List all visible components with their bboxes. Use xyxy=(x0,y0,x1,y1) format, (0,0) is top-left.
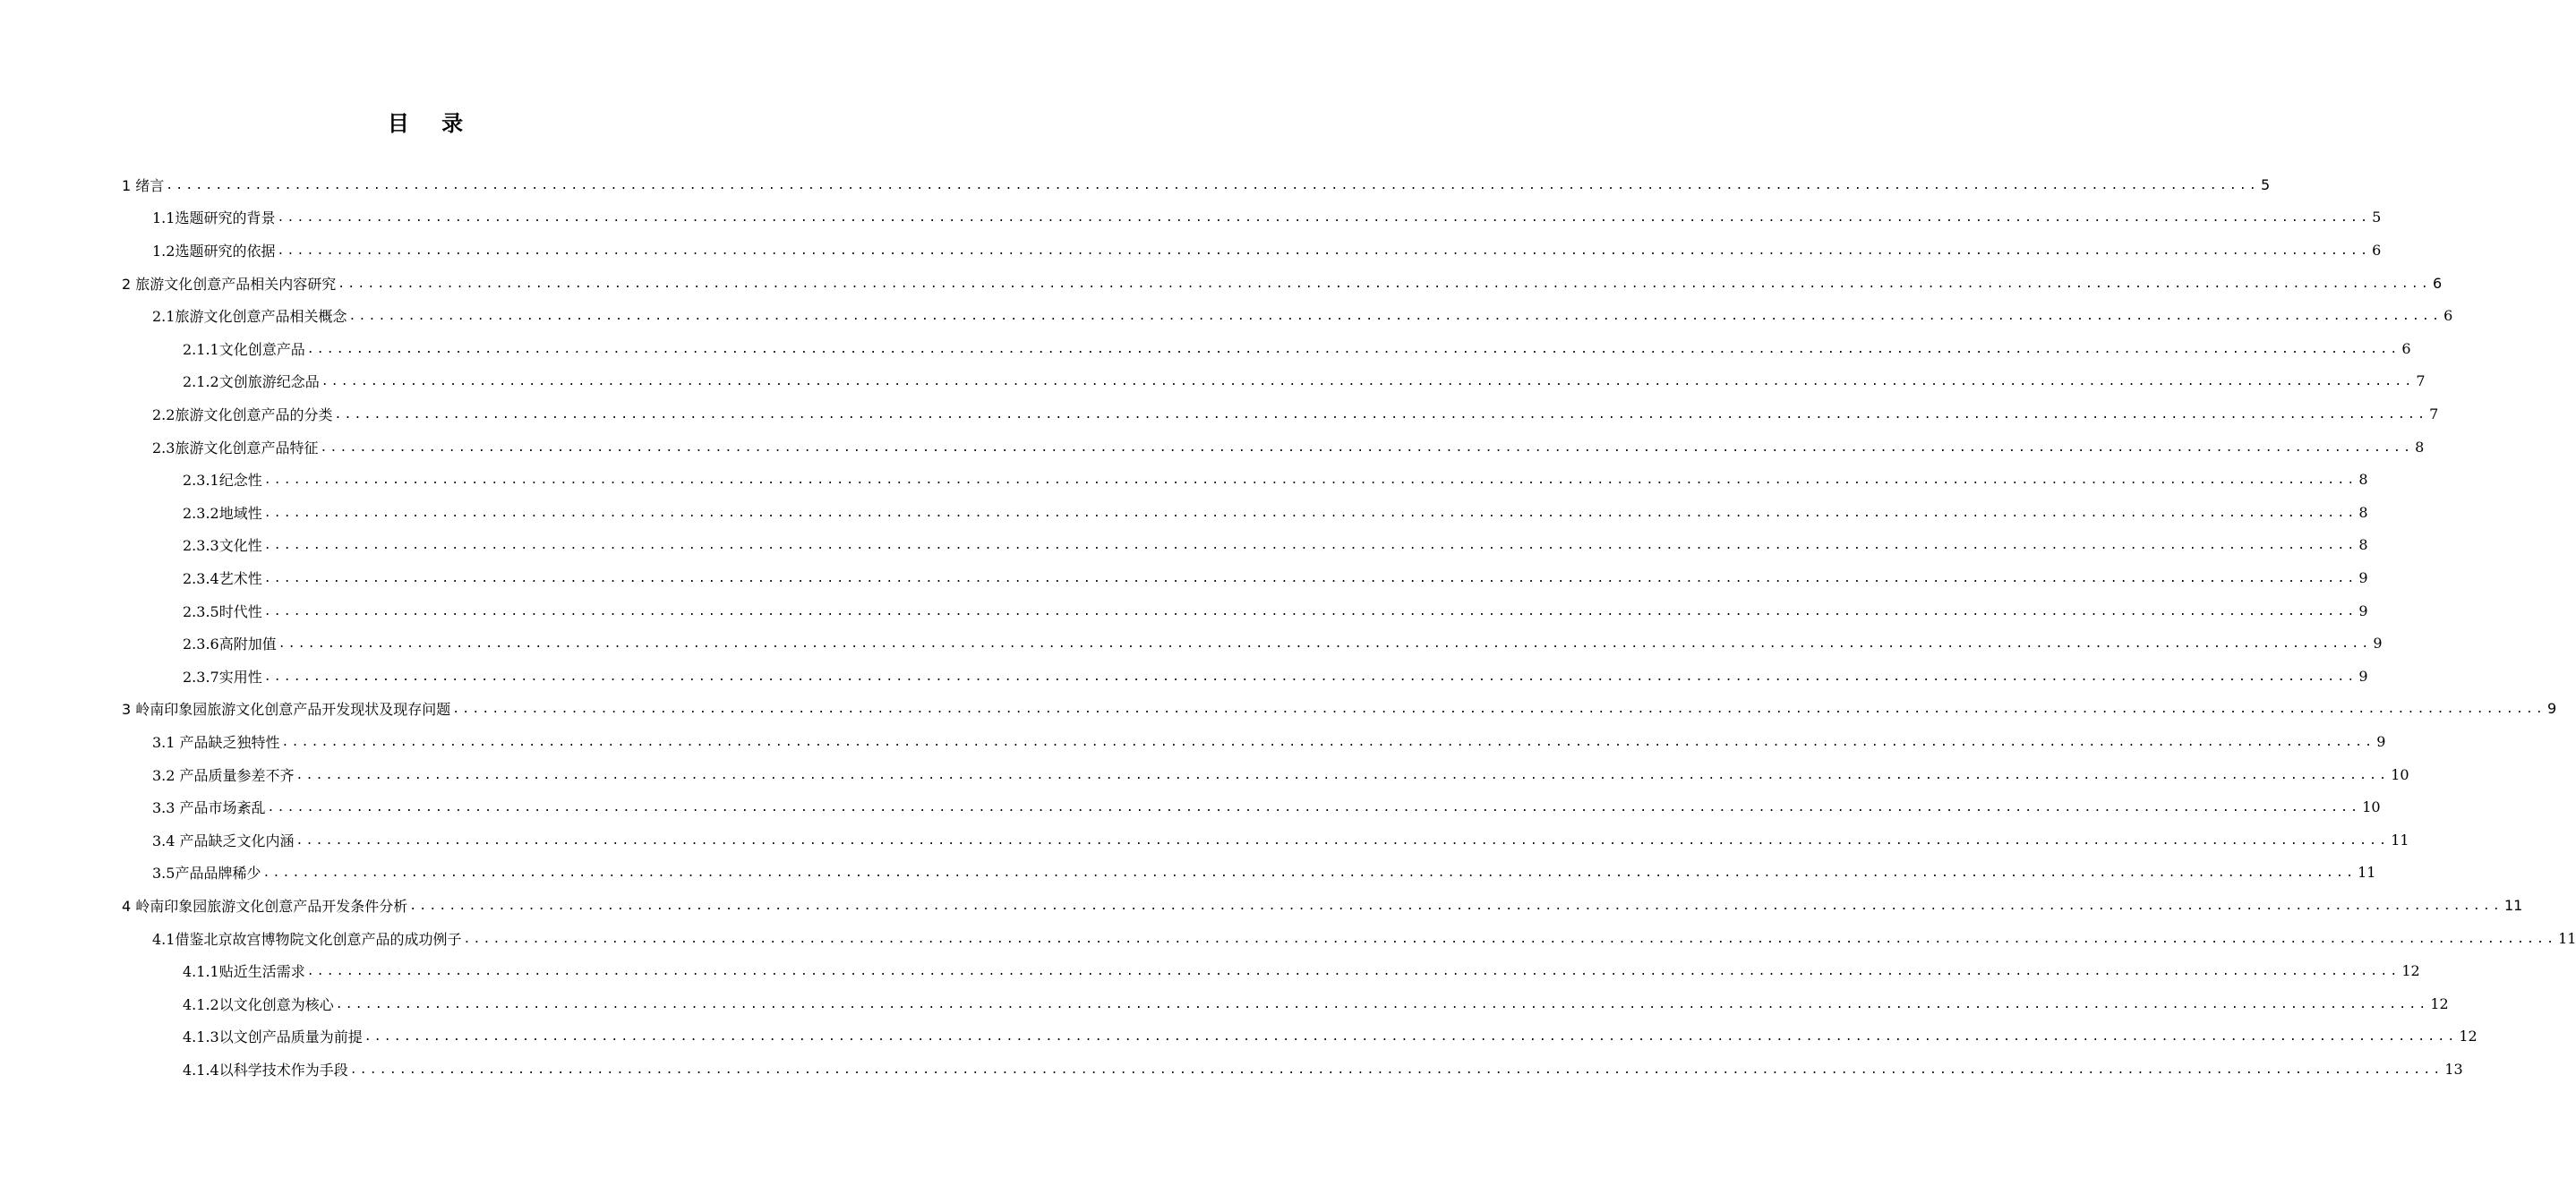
toc-page-number: 11 xyxy=(2558,929,2576,947)
toc-entry[interactable] xyxy=(0,463,2368,496)
toc-page-number: 6 xyxy=(2372,241,2382,259)
toc-entry-label: 2.3旅游文化创意产品特征 xyxy=(152,439,319,456)
toc-page-number: 10 xyxy=(2362,798,2381,816)
toc-dot-leader: .................................................................................................................................................................................................................... xyxy=(349,1062,2443,1077)
toc-dot-leader: .................................................................................................................................................................................................................... xyxy=(320,440,2414,455)
toc-dot-leader: .................................................................................................................................................................................................................... xyxy=(321,375,2415,389)
toc-page-number: 6 xyxy=(2443,307,2453,325)
toc-page-number: 8 xyxy=(2358,503,2368,521)
toc-page-number: 12 xyxy=(2459,1028,2478,1045)
toc-page-number: 8 xyxy=(2358,471,2368,489)
toc-entry-label: 2.3.2地域性 xyxy=(183,504,262,522)
toc-entry[interactable] xyxy=(0,922,2576,955)
toc-dot-leader: .................................................................................................................................................................................................................... xyxy=(263,670,2358,684)
toc-entry-label: 2.3.4艺术性 xyxy=(183,569,262,587)
toc-page-number: 9 xyxy=(2358,602,2368,619)
toc-page-number: 5 xyxy=(2372,209,2382,226)
toc-entry-label: 4.1.4以科学技术作为手段 xyxy=(183,1061,348,1079)
toc-entry-label: 2.3.7实用性 xyxy=(183,668,262,686)
toc-entry[interactable] xyxy=(0,365,2426,398)
toc-dot-leader: .................................................................................................................................................................................................................... xyxy=(166,178,2259,192)
toc-entry-label: 3.4 产品缺乏文化内涵 xyxy=(152,832,295,849)
toc-page-number: 8 xyxy=(2415,438,2425,456)
toc-entry[interactable] xyxy=(0,693,2557,726)
toc-dot-leader: .................................................................................................................................................................................................................... xyxy=(338,277,2431,291)
toc-dot-leader: .................................................................................................................................................................................................................... xyxy=(306,965,2401,979)
toc-entry-label: 3 岭南印象园旅游文化创意产品开发现状及现存问题 xyxy=(122,701,451,719)
toc-dot-leader: .................................................................................................................................................................................................................... xyxy=(364,1030,2458,1045)
toc-entry[interactable] xyxy=(0,1053,2463,1086)
toc-entry-label: 2.1旅游文化创意产品相关概念 xyxy=(152,308,347,326)
toc-dot-leader: .................................................................................................................................................................................................................... xyxy=(277,211,2371,226)
toc-dot-leader: .................................................................................................................................................................................................................... xyxy=(306,342,2401,356)
toc-entry-label: 1.2选题研究的依据 xyxy=(152,242,276,260)
toc-entry-label: 2.3.3文化性 xyxy=(183,537,262,555)
toc-entry-label: 2.2旅游文化创意产品的分类 xyxy=(152,405,333,423)
toc-dot-leader: .................................................................................................................................................................................................................... xyxy=(463,932,2557,946)
toc-entry[interactable] xyxy=(0,234,2382,267)
toc-dot-leader: .................................................................................................................................................................................................................... xyxy=(334,407,2428,422)
toc-dot-leader: .................................................................................................................................................................................................................... xyxy=(263,474,2358,488)
toc-entry[interactable] xyxy=(0,431,2425,464)
toc-entry[interactable] xyxy=(0,660,2368,693)
toc-entry[interactable] xyxy=(0,529,2368,562)
toc-entry[interactable] xyxy=(0,790,2381,823)
toc-entry[interactable] xyxy=(0,987,2449,1020)
toc-entry[interactable] xyxy=(0,954,2420,987)
toc-page-number: 9 xyxy=(2546,700,2557,718)
toc-dot-leader: .................................................................................................................................................................................................................... xyxy=(263,571,2358,585)
toc-entry[interactable] xyxy=(0,561,2368,594)
toc-page-number: 7 xyxy=(2429,405,2439,422)
toc-dot-leader: .................................................................................................................................................................................................................... xyxy=(281,735,2375,749)
toc-page-number: 11 xyxy=(2503,896,2523,914)
toc-dot-leader: .................................................................................................................................................................................................................... xyxy=(263,539,2358,553)
toc-entry[interactable] xyxy=(0,758,2409,791)
toc-page-number: 6 xyxy=(2401,339,2411,357)
toc-dot-leader: .................................................................................................................................................................................................................... xyxy=(452,703,2546,717)
toc-page-number: 5 xyxy=(2260,175,2271,193)
toc-entry-label: 3.2 产品质量参差不齐 xyxy=(152,766,295,784)
toc-entry-label: 4.1.2以文化创意为核心 xyxy=(183,995,334,1013)
toc-dot-leader: .................................................................................................................................................................................................................... xyxy=(278,637,2372,652)
toc-entry-label: 2.3.1纪念性 xyxy=(183,472,262,490)
toc-page-number: 12 xyxy=(2430,994,2449,1012)
toc-dot-leader: .................................................................................................................................................................................................................... xyxy=(263,604,2358,619)
toc-dot-leader: .................................................................................................................................................................................................................... xyxy=(277,243,2371,258)
toc-page-number: 12 xyxy=(2401,962,2420,980)
toc-entry[interactable] xyxy=(0,299,2453,332)
toc-entry[interactable] xyxy=(0,267,2443,300)
toc-entry[interactable] xyxy=(0,397,2439,431)
toc-entry[interactable] xyxy=(0,1020,2478,1054)
toc-entry[interactable] xyxy=(0,201,2382,235)
toc-entry-label: 1 绪言 xyxy=(122,176,165,194)
toc-entry[interactable] xyxy=(0,725,2386,758)
toc-dot-leader: .................................................................................................................................................................................................................... xyxy=(267,801,2361,815)
toc-entry[interactable] xyxy=(0,627,2383,660)
toc-dot-leader: .................................................................................................................................................................................................................... xyxy=(409,899,2503,913)
toc-entry-label: 3.1 产品缺乏独特性 xyxy=(152,733,280,751)
toc-dot-leader: .................................................................................................................................................................................................................... xyxy=(262,866,2357,881)
toc-page-number: 10 xyxy=(2391,765,2409,783)
toc-dot-leader: .................................................................................................................................................................................................................... xyxy=(295,833,2390,848)
toc-page-number: 13 xyxy=(2444,1060,2463,1078)
toc-entry-label: 2 旅游文化创意产品相关内容研究 xyxy=(122,275,337,293)
toc-page-number: 7 xyxy=(2416,372,2426,390)
toc-page-number: 9 xyxy=(2373,635,2383,653)
page-title: 目 录 xyxy=(387,111,476,136)
toc-entry-label: 1.1选题研究的背景 xyxy=(152,209,276,227)
toc-entry-label: 4 岭南印象园旅游文化创意产品开发条件分析 xyxy=(122,897,408,915)
toc-page-number: 9 xyxy=(2376,732,2386,750)
toc-entry-label: 3.5产品品牌稀少 xyxy=(152,865,261,883)
toc-dot-leader: .................................................................................................................................................................................................................... xyxy=(295,768,2390,782)
toc-dot-leader: .................................................................................................................................................................................................................... xyxy=(335,997,2429,1011)
toc-entry-label: 2.3.6高附加值 xyxy=(183,636,277,653)
toc-dot-leader: .................................................................................................................................................................................................................... xyxy=(263,506,2358,520)
toc-page-number: 9 xyxy=(2358,568,2368,586)
toc-entry-label: 3.3 产品市场紊乱 xyxy=(152,799,266,817)
toc-entry-label: 2.3.5时代性 xyxy=(183,602,262,620)
toc-entry[interactable] xyxy=(0,332,2411,365)
toc-page-number: 8 xyxy=(2358,536,2368,554)
toc-page-number: 11 xyxy=(2391,831,2409,849)
toc-entry-label: 4.1.1贴近生活需求 xyxy=(183,963,305,981)
toc-page-number: 6 xyxy=(2432,274,2443,292)
toc-entry-label: 2.1.1文化创意产品 xyxy=(183,340,305,358)
toc-page-number: 11 xyxy=(2358,864,2376,882)
toc-entry-label: 2.1.2文创旅游纪念品 xyxy=(183,373,320,391)
toc-entry[interactable] xyxy=(0,889,2523,922)
toc-dot-leader: .................................................................................................................................................................................................................... xyxy=(348,310,2443,324)
toc-entry-label: 4.1借鉴北京故宫博物院文化创意产品的成功例子 xyxy=(152,930,462,948)
toc-entry[interactable] xyxy=(0,168,2271,201)
toc-entry[interactable] xyxy=(0,857,2376,890)
toc-entry-label: 4.1.3以文创产品质量为前提 xyxy=(183,1028,363,1046)
toc-page-number: 9 xyxy=(2358,667,2368,685)
toc-entry[interactable] xyxy=(0,823,2409,857)
toc-entry[interactable] xyxy=(0,594,2368,627)
toc-entry[interactable] xyxy=(0,496,2368,529)
